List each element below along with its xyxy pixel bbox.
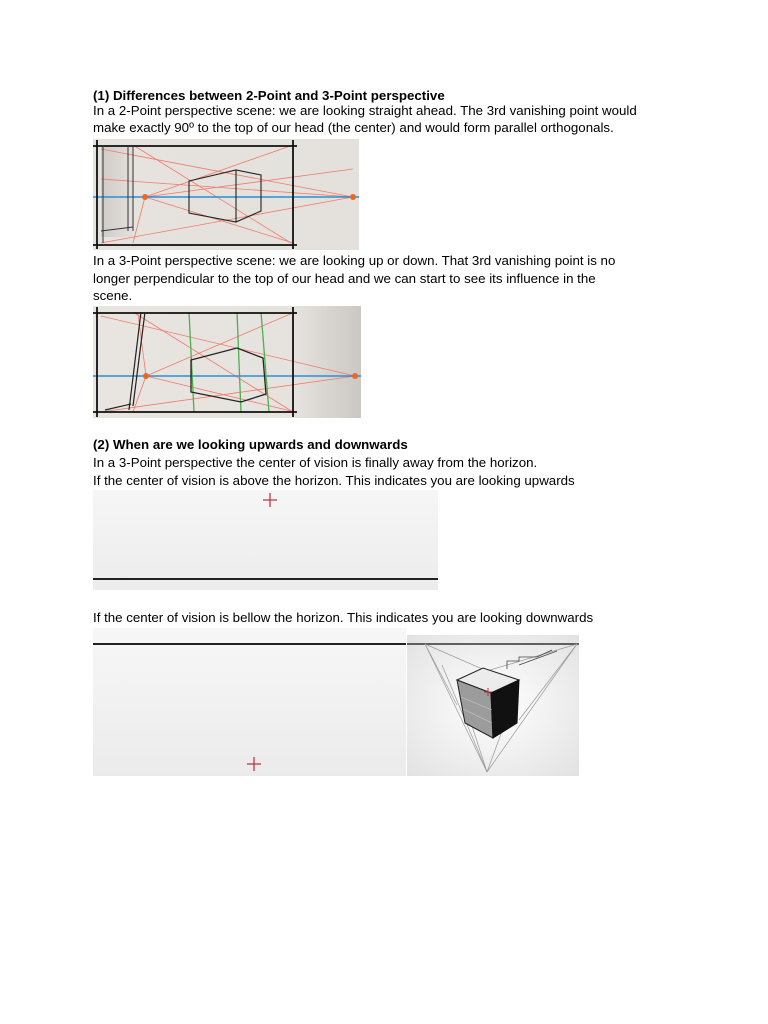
vanishing-point-left [142, 194, 148, 200]
two-point-perspective-figure [93, 139, 359, 250]
paragraph-3point-line-1: In a 3-Point perspective scene: we are looking up or down. That 3rd vanishing point is no [93, 253, 616, 268]
paragraph-3point-line-2: longer perpendicular to the top of our head and we can start to see its influence in the [93, 271, 596, 286]
section-2-line-2: If the center of vision is above the horizon. This indicates you are looking upwards [93, 473, 575, 488]
vanishing-point-left [143, 373, 149, 379]
section-2-heading: (2) When are we looking upwards and downwards [93, 437, 408, 452]
vanishing-point-right [350, 194, 356, 200]
vanishing-point-right [352, 373, 358, 379]
three-point-perspective-figure [93, 306, 361, 418]
cube-three-point-figure [407, 635, 579, 776]
paragraph-2point-line-1: In a 2-Point perspective scene: we are looking straight ahead. The 3rd vanishing point would [93, 103, 637, 118]
section-1-heading: (1) Differences between 2-Point and 3-Point perspective [93, 88, 445, 103]
figure-background [93, 490, 438, 590]
figure-background [93, 628, 406, 776]
looking-downwards-figure [93, 628, 406, 776]
paragraph-2point-line-2: make exactly 90º to the top of our head (the center) and would form parallel orthogonals. [93, 120, 614, 135]
section-2-line-1: In a 3-Point perspective the center of vision is finally away from the horizon. [93, 455, 538, 470]
looking-upwards-figure [93, 490, 438, 590]
paragraph-3point-line-3: scene. [93, 288, 133, 303]
section-2-line-3: If the center of vision is bellow the horizon. This indicates you are looking downwards [93, 610, 594, 625]
